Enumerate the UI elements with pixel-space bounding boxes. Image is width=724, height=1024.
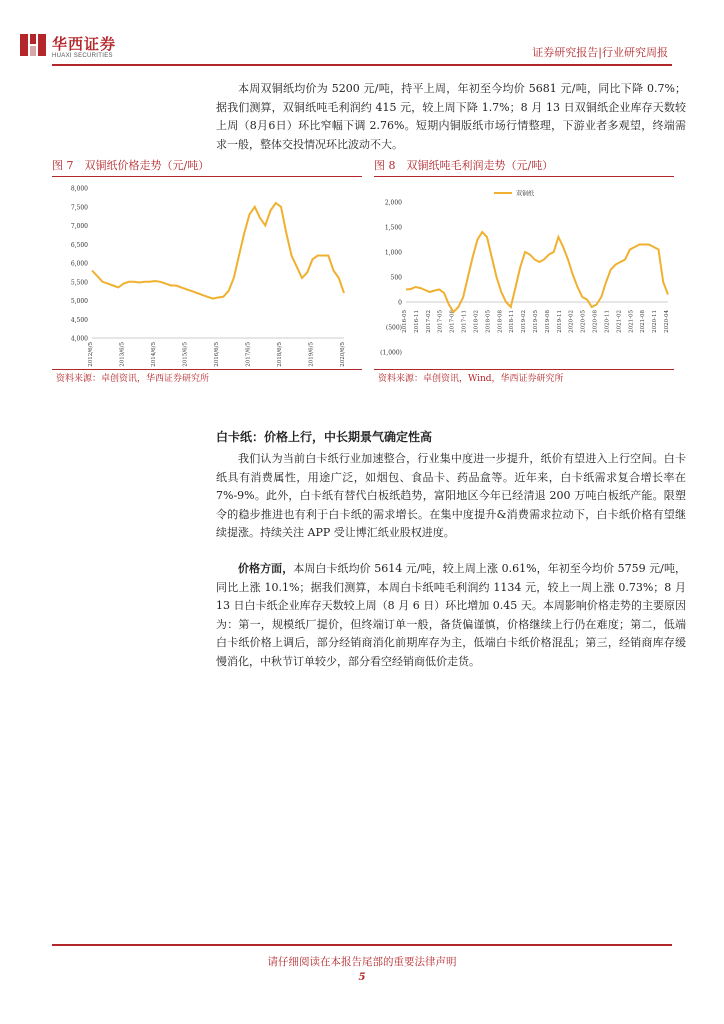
x-tick-label: 2020-04	[664, 310, 670, 333]
legal-notice: 请仔细阅读在本报告尾部的重要法律声明	[267, 956, 457, 968]
x-tick-label: 2018/6/5	[277, 342, 283, 367]
figure7-top-rule	[52, 176, 362, 177]
x-tick-label: 2020-11	[604, 310, 611, 333]
x-tick-label: 2012/6/5	[88, 342, 94, 367]
figure7-source: 资料来源：卓创资讯，华西证券研究所	[56, 374, 210, 384]
y-tick-label: 4,000	[70, 335, 88, 343]
x-tick-label: 2016-05	[402, 310, 408, 333]
figure7-title: 图 7 双铜纸价格走势（元/吨）	[52, 159, 210, 172]
x-tick-label: 2020-08	[592, 310, 599, 333]
x-tick-label: 2020-02	[568, 310, 575, 333]
x-tick-label: 2017-05	[437, 310, 444, 333]
legend-label: 双铜纸	[516, 190, 535, 198]
x-tick-label: 2020-11	[652, 310, 659, 333]
footer-divider	[52, 944, 672, 946]
section-heading: 白卡纸：价格上行，中长期景气确定性高	[216, 430, 433, 444]
y-tick-label: 5,500	[70, 279, 88, 287]
x-tick-label: 2019-08	[544, 310, 551, 333]
logo-text-cn: 华西证券	[52, 35, 117, 53]
figure8-source: 资料来源：卓创资讯，Wind，华西证券研究所	[378, 374, 564, 384]
figure7-bottom-rule	[52, 369, 362, 370]
x-tick-label: 2017-08	[449, 310, 456, 333]
x-tick-label: 2020/6/5	[340, 342, 346, 367]
x-tick-label: 2017/6/5	[245, 342, 252, 367]
y-tick-label: 1,000	[384, 249, 402, 257]
x-tick-label: 2018-02	[473, 310, 480, 333]
huaxi-logo-icon	[20, 32, 46, 58]
y-tick-label: 6,000	[70, 260, 88, 268]
x-tick-label: 2021-02	[616, 310, 623, 333]
section-paragraph-1: 我们认为当前白卡纸行业加速整合，行业集中度进一步提升，纸价有望进入上行空间。白卡纸具有消费属性，用途广泛，如烟包、食品卡、药品盒等。近年来，白卡纸需求复合增长率在 7%-9%。此外，白卡纸有替代白板纸趋势，富阳地区今年已经清退 200 万吨白板纸产能。限塑令的稳步推进也有利于白卡纸的需求增长。在集中度提升&消费需求拉动下，白卡纸价格有望继续提涨。持续关注 APP 受让博汇纸业股权进度。	[216, 452, 686, 539]
y-tick-label: 5,000	[70, 298, 88, 305]
x-tick-label: 2014/6/5	[151, 342, 157, 367]
x-tick-label: 2015/6/5	[182, 342, 189, 367]
x-tick-label: 2019-02	[521, 310, 528, 333]
figure8-title: 图 8 双铜纸吨毛利润走势（元/吨）	[374, 159, 554, 172]
paragraph-body: 本周白卡纸均价 5614 元/吨，较上周上涨 0.61%，年初至今均价 5759 元/吨，同比上涨 10.1%；据我们测算，本周白卡纸吨毛利润约 1134 元，较上一周上涨 0.73%；8 月 13 日白卡纸企业库存天数较上周（8 月 6 日）环比增加 0.45 天。本周影响价格走势的主要原因为：第一，规模纸厂提价，但终端订单一般，备货偏谨慎，价格继续上行仍在难度；第二，低端白卡纸价格上调后，部分经销商消化前期库存为主，低端白卡纸价格混乱；第三，经销商库存缓慢消化，中秋节订单较少，部分看空经销商低价走货。	[216, 562, 687, 668]
y-tick-label: 1,500	[384, 224, 402, 232]
header-divider	[52, 64, 672, 66]
figure8-chart	[374, 180, 674, 368]
x-tick-label: 2019-05	[533, 310, 539, 333]
report-type: 证券研究报告|行业研究周报	[532, 46, 668, 59]
series-line	[406, 232, 668, 312]
page-number: 5	[358, 972, 366, 983]
y-tick-label: 4,500	[70, 316, 88, 324]
y-tick-label: 7,000	[70, 223, 88, 230]
series-line	[92, 203, 344, 299]
x-tick-label: 2013/6/5	[119, 342, 126, 367]
x-tick-label: 2017-11	[461, 310, 468, 333]
y-tick-label: 8,000	[70, 185, 88, 193]
figure8-top-rule	[374, 176, 674, 177]
x-tick-label: 2020-05	[580, 310, 587, 333]
y-tick-label: (1,000)	[380, 349, 402, 357]
y-tick-label: 0	[398, 299, 402, 307]
figure7-chart	[52, 180, 362, 368]
x-tick-label: 2016/6/5	[214, 342, 220, 367]
x-tick-label: 2016-11	[413, 310, 420, 333]
logo-text-en: HUAXI SECURITIES	[52, 53, 113, 59]
x-tick-label: 2018-11	[509, 310, 516, 333]
x-tick-label: 2018-08	[497, 310, 504, 333]
x-tick-label: 2019/6/5	[308, 342, 315, 367]
section-paragraph-2	[216, 560, 686, 671]
y-tick-label: 2,000	[384, 199, 402, 207]
x-tick-label: 2021-08	[640, 310, 647, 333]
y-tick-label: 7,500	[70, 204, 88, 212]
figure8-bottom-rule	[374, 369, 674, 370]
x-tick-label: 2018-05	[485, 310, 492, 333]
intro-paragraph: 本周双铜纸均价为 5200 元/吨，持平上周，年初至今均价 5681 元/吨，同比下降 0.7%；据我们测算，双铜纸吨毛利润约 415 元，较上周下降 1.7%；8 月 13 日双铜纸企业库存天数较上周（8月6日）环比窄幅下调 2.76%。短期内铜版纸市场行情整理，下游业者多观望，终端需求一般，整体交投情况环比波动不大。	[216, 82, 686, 151]
y-tick-label: (500)	[385, 324, 402, 332]
paragraph-lead: 价格方面，	[238, 562, 294, 575]
x-tick-label: 2017-02	[425, 310, 432, 333]
y-tick-label: 500	[390, 274, 402, 282]
y-tick-label: 6,500	[70, 241, 88, 249]
x-tick-label: 2021-05	[628, 310, 635, 333]
x-tick-label: 2019-11	[556, 310, 563, 333]
